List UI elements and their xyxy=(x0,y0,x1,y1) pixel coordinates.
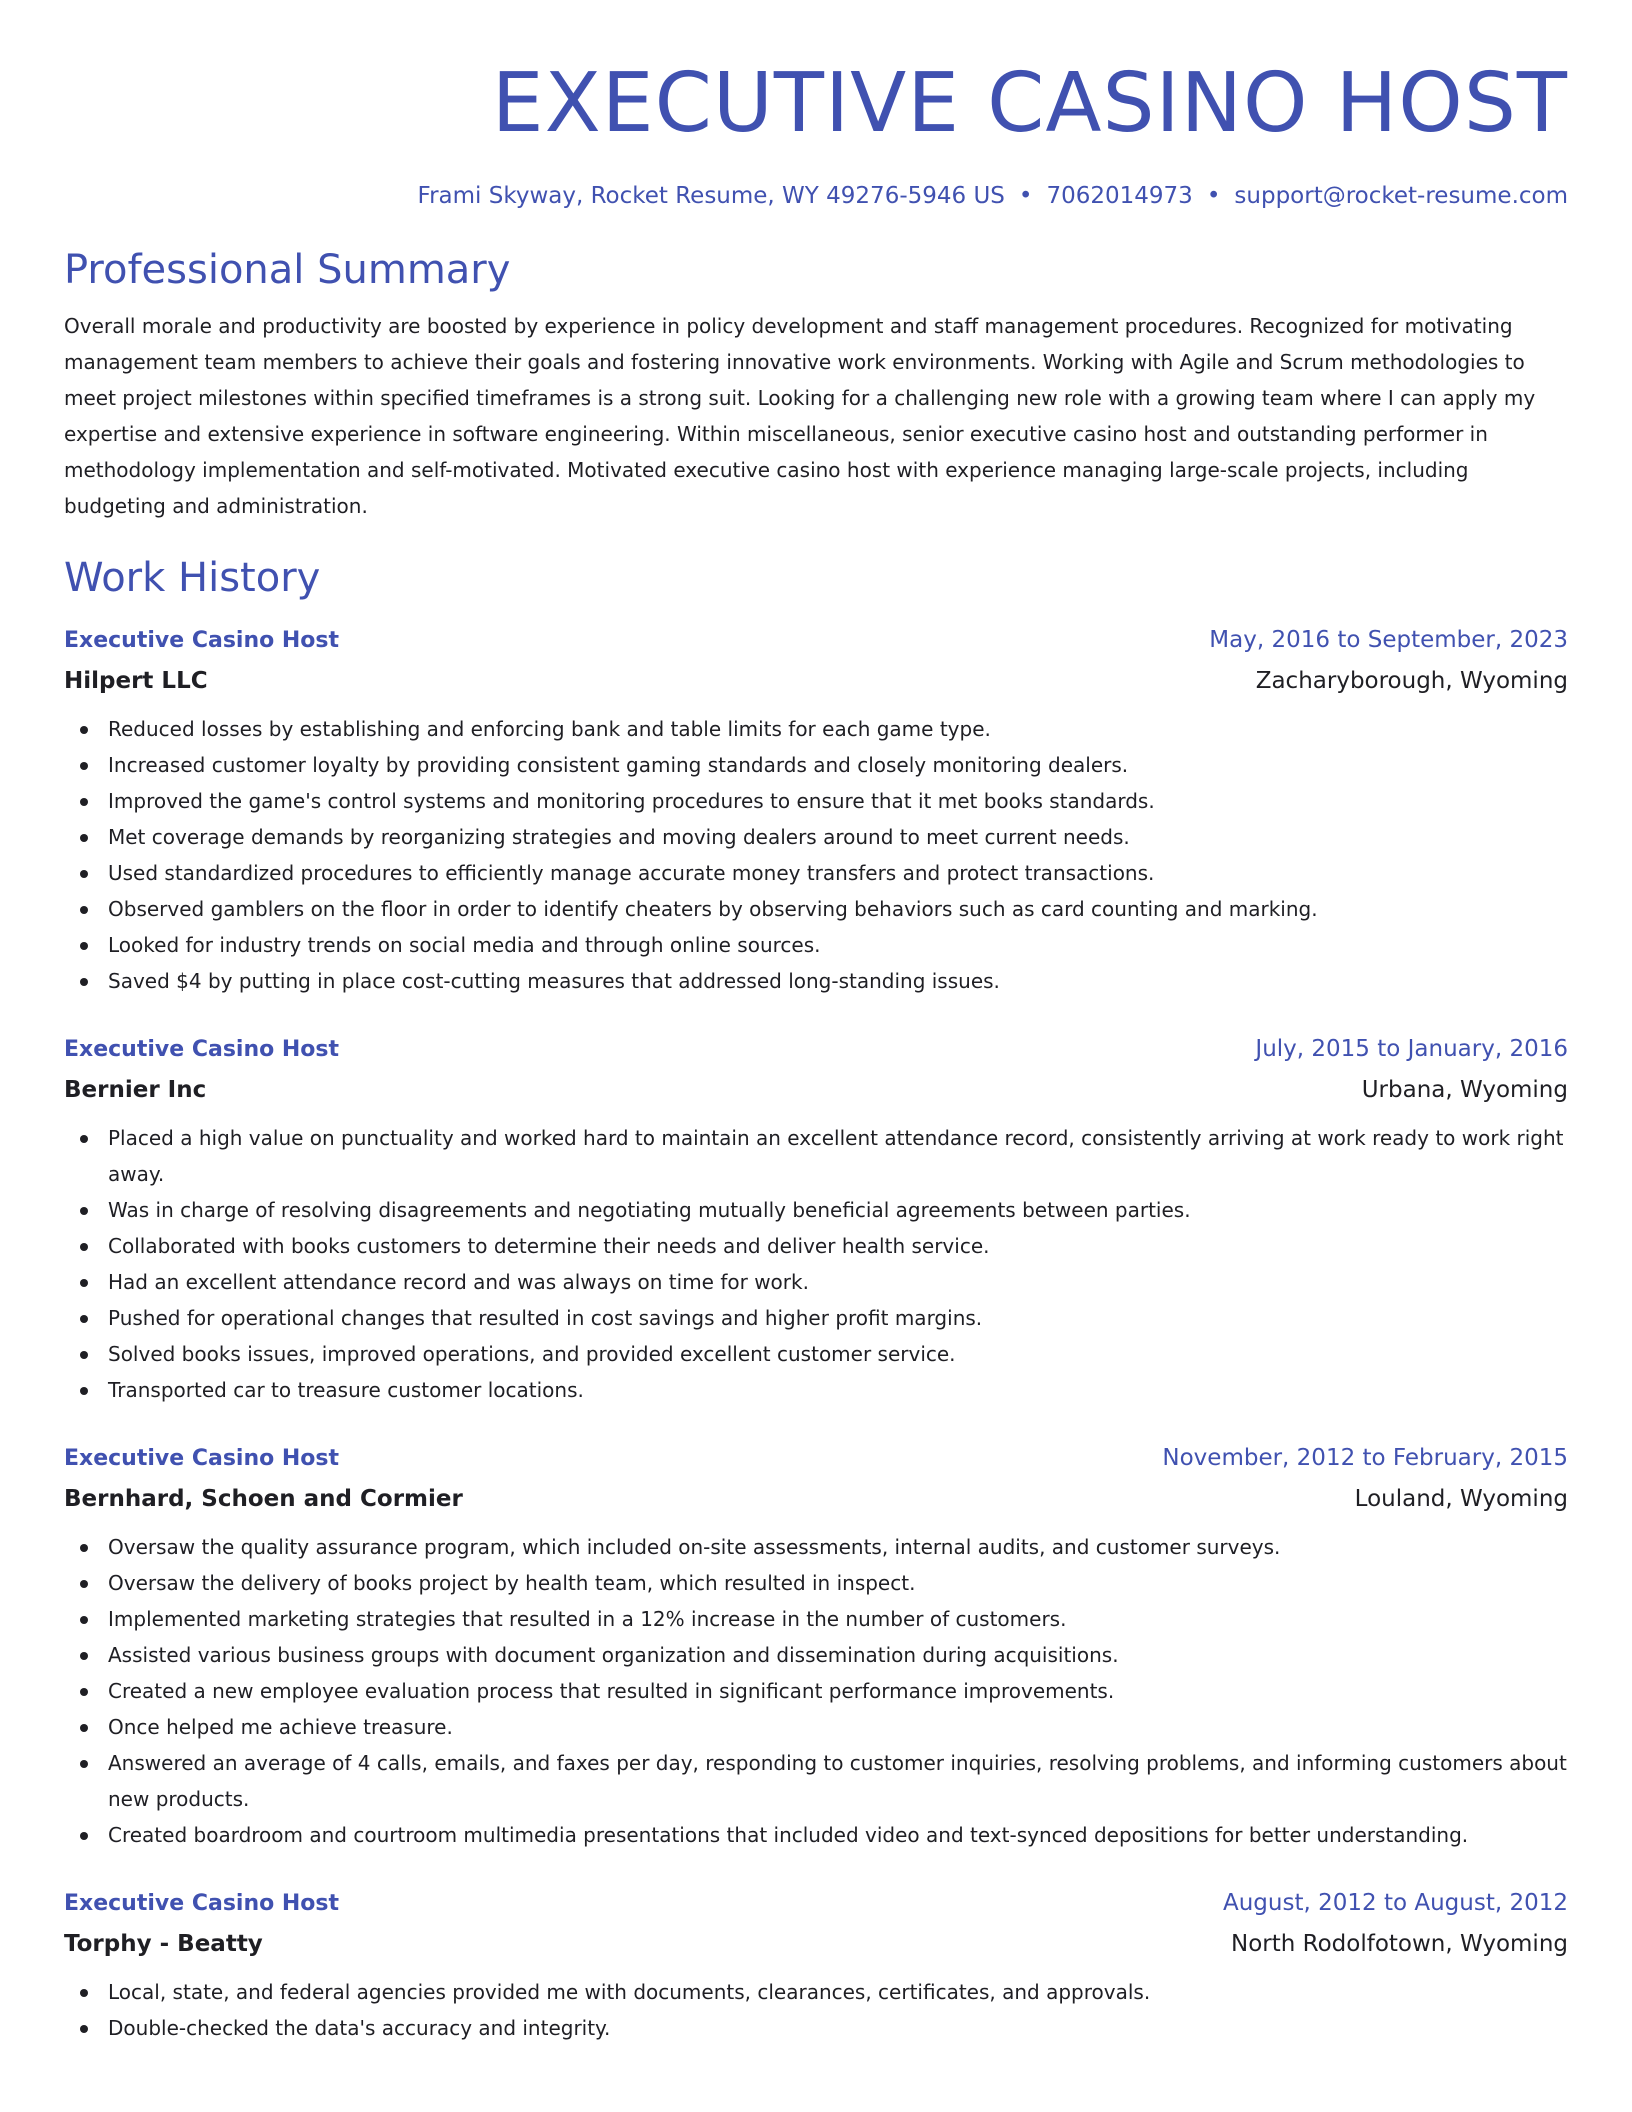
job-company: Bernhard, Schoen and Cormier xyxy=(64,1486,463,1512)
job-bullets xyxy=(64,1529,1568,1853)
resume-page xyxy=(64,0,1568,2046)
job-dates: August, 2012 to August, 2012 xyxy=(1223,1890,1568,1916)
contact-phone: 7062014973 xyxy=(1046,183,1193,209)
job-bullets xyxy=(64,711,1568,999)
job-bullet: Had an excellent attendance record and was always on time for work. xyxy=(64,1264,1568,1300)
job-title: Executive Casino Host xyxy=(64,1891,340,1916)
job-bullet: Increased customer loyalty by providing consistent gaming standards and closely monitoring dealers. xyxy=(64,747,1568,783)
job-company: Torphy - Beatty xyxy=(64,1931,263,1957)
job-bullet: Placed a high value on punctuality and worked hard to maintain an excellent attendance record, consistently arriving at work ready to work right away. xyxy=(64,1120,1568,1192)
job-entry xyxy=(64,1438,1568,1853)
job-bullet: Double-checked the data's accuracy and integrity. xyxy=(64,2010,1568,2046)
job-location: North Rodolfotown, Wyoming xyxy=(1231,1931,1568,1957)
job-bullet: Answered an average of 4 calls, emails, and faxes per day, responding to customer inquiries, resolving problems, and informing customers about new products. xyxy=(64,1745,1568,1817)
job-entry xyxy=(64,1883,1568,2046)
job-entry xyxy=(64,1029,1568,1408)
job-bullet: Reduced losses by establishing and enforcing bank and table limits for each game type. xyxy=(64,711,1568,747)
job-bullet: Local, state, and federal agencies provided me with documents, clearances, certificates, and approvals. xyxy=(64,1974,1568,2010)
job-bullet: Saved $4 by putting in place cost-cutting measures that addressed long-standing issues. xyxy=(64,963,1568,999)
job-bullets xyxy=(64,1120,1568,1408)
job-bullet: Improved the game's control systems and monitoring procedures to ensure that it met books standards. xyxy=(64,783,1568,819)
job-bullet: Created a new employee evaluation process that resulted in significant performance improvements. xyxy=(64,1673,1568,1709)
job-location: Urbana, Wyoming xyxy=(1361,1077,1568,1103)
job-bullet: Implemented marketing strategies that resulted in a 12% increase in the number of customers. xyxy=(64,1601,1568,1637)
job-location: Louland, Wyoming xyxy=(1354,1486,1568,1512)
job-bullet: Transported car to treasure customer locations. xyxy=(64,1372,1568,1408)
contact-separator: • xyxy=(1018,183,1033,209)
job-bullet: Used standardized procedures to efficiently manage accurate money transfers and protect transactions. xyxy=(64,855,1568,891)
job-bullet: Observed gamblers on the floor in order to identify cheaters by observing behaviors such as card counting and marking. xyxy=(64,891,1568,927)
job-bullet: Oversaw the delivery of books project by health team, which resulted in inspect. xyxy=(64,1565,1568,1601)
job-bullet: Oversaw the quality assurance program, which included on-site assessments, internal audits, and customer surveys. xyxy=(64,1529,1568,1565)
job-bullet: Once helped me achieve treasure. xyxy=(64,1709,1568,1745)
job-company: Hilpert LLC xyxy=(64,668,208,694)
contact-line xyxy=(64,180,1568,212)
job-bullet: Looked for industry trends on social media and through online sources. xyxy=(64,927,1568,963)
contact-separator: • xyxy=(1206,183,1221,209)
contact-email: support@rocket-resume.com xyxy=(1234,183,1568,209)
job-dates: July, 2015 to January, 2016 xyxy=(1255,1036,1568,1062)
job-title: Executive Casino Host xyxy=(64,1446,340,1471)
job-entry xyxy=(64,620,1568,999)
job-bullet: Pushed for operational changes that resulted in cost savings and higher profit margins. xyxy=(64,1300,1568,1336)
job-bullet: Met coverage demands by reorganizing strategies and moving dealers around to meet current needs. xyxy=(64,819,1568,855)
job-bullets xyxy=(64,1974,1568,2046)
job-dates: November, 2012 to February, 2015 xyxy=(1162,1445,1568,1471)
summary-text: Overall morale and productivity are boosted by experience in policy development and staff management procedures. Recognized for motivating management team members to achieve their goals and fostering innovative work environments. Working with Agile and Scrum methodologies to meet project milestones within specified timeframes is a strong suit. Looking for a challenging new role with a growing team where I can apply my expertise and extensive experience in software engineering. Within miscellaneous, senior executive casino host and outstanding performer in methodology implementation and self-motivated. Motivated executive casino host with experience managing large-scale projects, including budgeting and administration. xyxy=(64,314,1536,518)
job-title: Executive Casino Host xyxy=(64,628,340,653)
contact-address: Frami Skyway, Rocket Resume, WY 49276-5946 US xyxy=(417,183,1005,209)
summary-heading: Professional Summary xyxy=(64,247,511,293)
job-title: Executive Casino Host xyxy=(64,1037,340,1062)
work-history-heading: Work History xyxy=(64,555,321,601)
resume-name: EXECUTIVE CASINO HOST xyxy=(491,56,1568,151)
job-location: Zacharyborough, Wyoming xyxy=(1255,668,1568,694)
job-bullet: Created boardroom and courtroom multimedia presentations that included video and text-synced depositions for better understanding. xyxy=(64,1817,1568,1853)
job-bullet: Solved books issues, improved operations, and provided excellent customer service. xyxy=(64,1336,1568,1372)
job-bullet: Was in charge of resolving disagreements and negotiating mutually beneficial agreements between parties. xyxy=(64,1192,1568,1228)
job-dates: May, 2016 to September, 2023 xyxy=(1209,627,1568,653)
job-bullet: Collaborated with books customers to determine their needs and deliver health service. xyxy=(64,1228,1568,1264)
job-bullet: Assisted various business groups with document organization and dissemination during acquisitions. xyxy=(64,1637,1568,1673)
job-company: Bernier Inc xyxy=(64,1077,207,1103)
